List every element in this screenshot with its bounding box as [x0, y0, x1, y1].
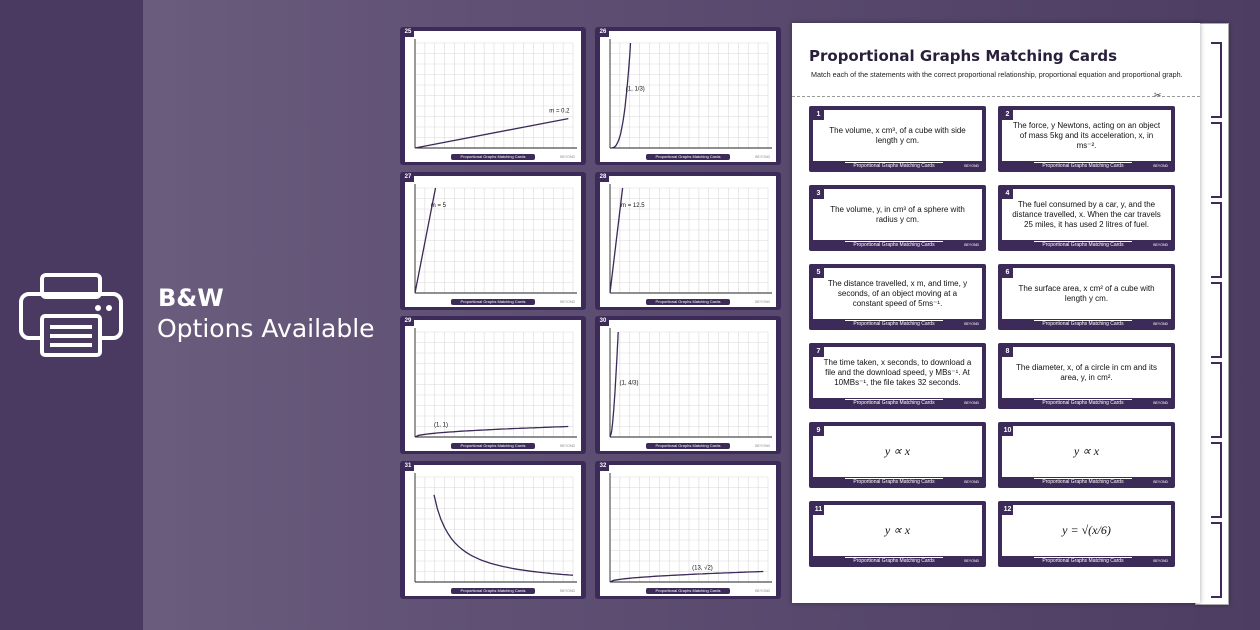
footer-label: Proportional Graphs Matching Cards: [646, 154, 730, 160]
card-tab: [1211, 202, 1222, 278]
graph-annotation: (1, 4/3): [619, 380, 639, 387]
graph-card[interactable]: [595, 172, 781, 310]
statement-text: The distance travelled, x m, and time, y seconds, of an object moving at a constant speed of 5ms⁻¹.: [827, 278, 968, 308]
card-tab: [1211, 122, 1222, 198]
back-sheet: [1195, 23, 1229, 605]
statement-text: The volume, x cm³, of a cube with side length y cm.: [829, 125, 966, 145]
statement-text: The diameter, x, of a circle in cm and its area, y, in cm².: [1016, 362, 1157, 382]
statement-card[interactable]: [809, 185, 986, 251]
graph-annotation: m = 0.2: [549, 108, 570, 115]
graph-card-footer: [405, 443, 581, 449]
graph-plot: [600, 320, 776, 451]
graph-plot: [600, 31, 776, 162]
statement-equation: y ∝ x: [884, 523, 911, 537]
worksheet-instructions: Match each of the statements with the correct proportional relationship, proportional equation and proportional graph.: [811, 70, 1183, 79]
footer-label: Proportional Graphs Matching Cards: [845, 162, 943, 170]
footer-label: Proportional Graphs Matching Cards: [646, 443, 730, 449]
graph-card[interactable]: [400, 461, 586, 599]
graph-plot: [405, 465, 581, 596]
statement-card[interactable]: [998, 264, 1175, 330]
graph-card-body: [600, 176, 776, 307]
graph-card-footer: [600, 154, 776, 160]
graph-card-footer: [405, 154, 581, 160]
graph-card[interactable]: [400, 172, 586, 310]
card-tab: [1211, 362, 1222, 438]
printer-icon: [18, 272, 124, 358]
brand-logo: BEYOND: [560, 444, 575, 448]
statement-card[interactable]: [998, 185, 1175, 251]
brand-logo: BEYOND: [964, 401, 979, 405]
card-tab: [1211, 282, 1222, 358]
statement-card-number: 5: [813, 268, 824, 278]
brand-logo: BEYOND: [1153, 480, 1168, 484]
graph-annotation: (1, 1/3): [625, 86, 645, 93]
brand-logo: BEYOND: [755, 444, 770, 448]
graph-card-body: [405, 465, 581, 596]
graph-card-number: 30: [597, 317, 609, 326]
brand-logo: BEYOND: [964, 322, 979, 326]
footer-label: Proportional Graphs Matching Cards: [1034, 399, 1132, 407]
statement-card[interactable]: [809, 501, 986, 567]
options-subtitle: Options Available: [157, 314, 375, 343]
graph-plot: [600, 176, 776, 307]
brand-logo: BEYOND: [560, 589, 575, 593]
statement-card-number: 4: [1002, 189, 1013, 199]
graph-card-footer: [405, 299, 581, 305]
footer-label: Proportional Graphs Matching Cards: [451, 299, 535, 305]
graph-card[interactable]: [595, 27, 781, 165]
options-title: B&W: [158, 284, 224, 312]
cut-line: [792, 96, 1200, 97]
statement-card-number: 12: [1003, 506, 1012, 513]
scissors-icon: ✂: [1154, 90, 1162, 100]
footer-label: Proportional Graphs Matching Cards: [451, 154, 535, 160]
statement-text: The force, y Newtons, acting on an object of mass 5kg and its acceleration, x, in ms⁻².: [1012, 120, 1161, 150]
graph-card-number: 28: [597, 173, 609, 182]
footer-label: Proportional Graphs Matching Cards: [845, 557, 943, 565]
statement-card[interactable]: [809, 343, 986, 409]
graph-card-body: [600, 465, 776, 596]
graph-card[interactable]: [595, 461, 781, 599]
brand-logo: BEYOND: [1153, 322, 1168, 326]
footer-label: Proportional Graphs Matching Cards: [845, 478, 943, 486]
graph-card-footer: [405, 588, 581, 594]
graph-card[interactable]: [400, 316, 586, 454]
footer-label: Proportional Graphs Matching Cards: [1034, 478, 1132, 486]
footer-label: Proportional Graphs Matching Cards: [1034, 557, 1132, 565]
brand-logo: BEYOND: [1153, 164, 1168, 168]
graph-card-number: 26: [597, 28, 609, 37]
footer-label: Proportional Graphs Matching Cards: [1034, 162, 1132, 170]
brand-logo: BEYOND: [964, 480, 979, 484]
statement-card-number: 9: [813, 426, 824, 436]
brand-logo: BEYOND: [560, 300, 575, 304]
statement-card-number: 6: [1002, 268, 1013, 278]
statement-equation: y ∝ x: [884, 444, 911, 458]
statement-card-body: [1002, 189, 1171, 240]
graph-plot: [600, 465, 776, 596]
statement-card[interactable]: [809, 106, 986, 172]
statement-card-number: 11: [814, 506, 823, 513]
statement-card[interactable]: [998, 422, 1175, 488]
statement-equation: y ∝ x: [1073, 444, 1100, 458]
graph-card-body: [600, 320, 776, 451]
brand-logo: BEYOND: [755, 155, 770, 159]
graph-card-footer: [600, 588, 776, 594]
graph-card[interactable]: [595, 316, 781, 454]
statement-card-body: [1002, 426, 1171, 477]
brand-logo: BEYOND: [1153, 243, 1168, 247]
graph-plot: [405, 176, 581, 307]
graph-card-number: 25: [402, 28, 414, 37]
brand-logo: BEYOND: [1153, 559, 1168, 563]
graph-card-body: [405, 31, 581, 162]
statement-card-number: 8: [1002, 347, 1013, 357]
statement-card-number: 10: [1003, 427, 1012, 434]
graph-curve: [610, 572, 763, 583]
graph-card-number: 32: [597, 462, 609, 471]
statement-card-number: 3: [813, 189, 824, 199]
statement-card-number: 7: [813, 347, 824, 357]
footer-label: Proportional Graphs Matching Cards: [1034, 320, 1132, 328]
statement-card-body: [813, 110, 982, 161]
worksheet-title: Proportional Graphs Matching Cards: [809, 47, 1118, 65]
graph-curve: [415, 119, 568, 148]
graph-card-body: [405, 176, 581, 307]
brand-logo: BEYOND: [1153, 401, 1168, 405]
graph-annotation: m = 5: [430, 202, 446, 209]
statement-text: The surface area, x cm² of a cube with length y cm.: [1018, 283, 1155, 303]
graph-card-body: [405, 320, 581, 451]
card-tab: [1211, 522, 1222, 598]
statement-text: The fuel consumed by a car, y, and the distance travelled, x. When the car travels 25 miles, it has used 2 litres of fuel.: [1012, 199, 1161, 229]
brand-logo: BEYOND: [964, 164, 979, 168]
brand-logo: BEYOND: [560, 155, 575, 159]
graph-card-body: [600, 31, 776, 162]
card-tab: [1211, 442, 1222, 518]
footer-label: Proportional Graphs Matching Cards: [451, 443, 535, 449]
statement-card-number: 1: [813, 110, 824, 120]
graph-card-number: 27: [402, 173, 414, 182]
brand-logo: BEYOND: [755, 589, 770, 593]
graph-curve: [434, 495, 573, 575]
statement-equation: y = √(x/6): [1062, 523, 1111, 537]
footer-label: Proportional Graphs Matching Cards: [451, 588, 535, 594]
statement-card[interactable]: [998, 106, 1175, 172]
statement-card[interactable]: [998, 501, 1175, 567]
statement-card[interactable]: [809, 264, 986, 330]
footer-label: Proportional Graphs Matching Cards: [1034, 241, 1132, 249]
brand-logo: BEYOND: [964, 243, 979, 247]
statement-card[interactable]: [809, 422, 986, 488]
statement-text: The volume, y, in cm³ of a sphere with radius y cm.: [830, 204, 965, 224]
statement-card-body: [813, 347, 982, 398]
graph-annotation: (13, √2): [692, 565, 713, 572]
graph-card-number: 31: [402, 462, 414, 471]
graph-plot: [405, 320, 581, 451]
graph-plot: [405, 31, 581, 162]
statement-card-body: [1002, 268, 1171, 319]
statement-card-number: 2: [1002, 110, 1013, 120]
footer-label: Proportional Graphs Matching Cards: [646, 588, 730, 594]
statement-card-body: [1002, 347, 1171, 398]
statement-card-body: [1002, 110, 1171, 161]
card-tab: [1211, 42, 1222, 118]
worksheet: [792, 23, 1200, 603]
statement-card-body: [813, 426, 982, 477]
footer-label: Proportional Graphs Matching Cards: [646, 299, 730, 305]
graph-annotation: (1, 1): [433, 422, 448, 429]
footer-label: Proportional Graphs Matching Cards: [845, 399, 943, 407]
statement-card-body: [813, 268, 982, 319]
statement-text: The time taken, x seconds, to download a file and the download speed, y MBs⁻¹. At 10MBs⁻¹, the file takes 32 seconds.: [823, 357, 972, 387]
footer-label: Proportional Graphs Matching Cards: [845, 320, 943, 328]
graph-card-footer: [600, 443, 776, 449]
graph-card[interactable]: [400, 27, 586, 165]
graph-annotation: m = 12.5: [621, 202, 645, 209]
brand-logo: BEYOND: [964, 559, 979, 563]
statement-card[interactable]: [998, 343, 1175, 409]
graph-card-footer: [600, 299, 776, 305]
statement-card-body: [1002, 505, 1171, 556]
footer-label: Proportional Graphs Matching Cards: [845, 241, 943, 249]
statement-card-body: [813, 189, 982, 240]
graph-card-number: 29: [402, 317, 414, 326]
statement-card-body: [813, 505, 982, 556]
brand-logo: BEYOND: [755, 300, 770, 304]
